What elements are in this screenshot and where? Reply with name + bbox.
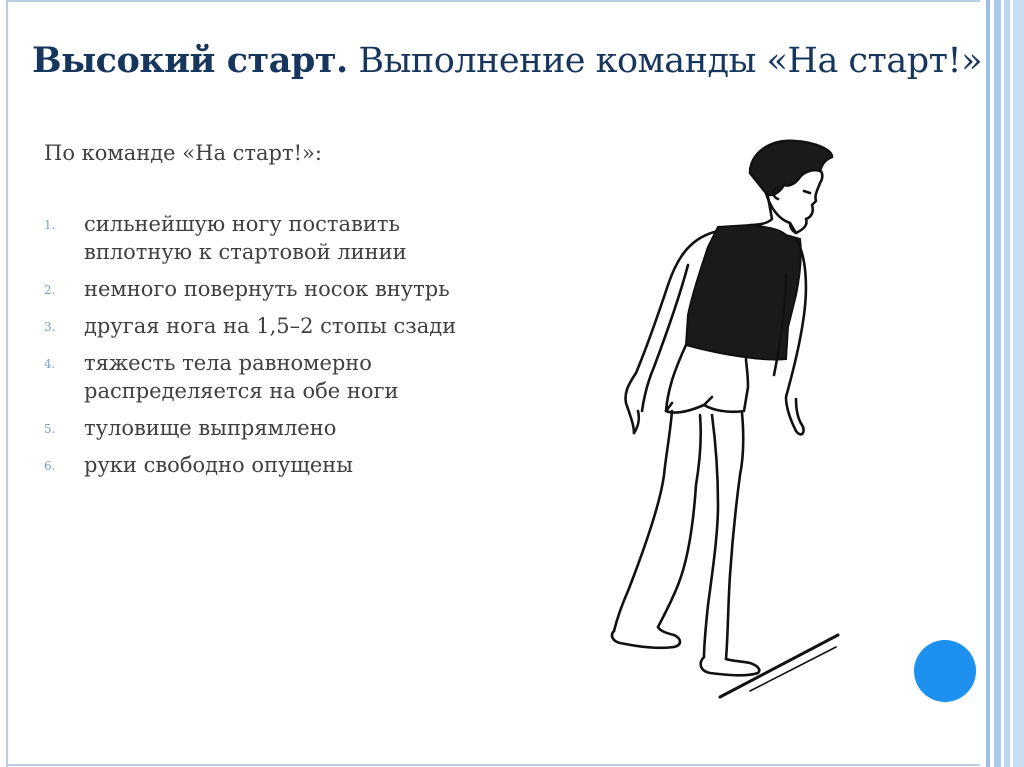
list-item [44,414,514,442]
list-item [44,312,514,340]
list-item-number: 3. [44,320,56,334]
list-item-text: немного повернуть носок внутрь [84,277,450,301]
steps-list [44,210,514,488]
slide-title-bold: Высокий старт. [32,40,348,81]
decorative-blue-dot [914,640,976,702]
athlete-standing-start-illustration [600,135,845,710]
slide-frame-top [6,0,986,2]
list-item-number: 4. [44,357,56,371]
list-item-number: 6. [44,459,56,473]
list-item [44,210,514,266]
list-item-number: 5. [44,422,56,436]
list-item-text: другая нога на 1,5–2 стопы сзади [84,314,457,338]
list-item-text: руки свободно опущены [84,453,354,477]
list-item-number: 1. [44,218,56,232]
list-item-text: тяжесть тела равномерно распределяется на обе ноги [84,351,399,403]
slide-title-rest: Выполнение команды «На старт!» [347,41,983,81]
list-item [44,349,514,405]
intro-text: По команде «На старт!»: [44,141,322,165]
slide-frame-left [6,0,8,767]
slide-frame-bottom [6,764,986,766]
list-item-text: туловище выпрямлено [84,416,337,440]
list-item-text: сильнейшую ногу поставить вплотную к стартовой линии [84,212,407,264]
list-item-number: 2. [44,283,56,297]
slide-title [32,40,983,81]
list-item [44,451,514,479]
decorative-stripes [980,0,1024,767]
list-item [44,275,514,303]
